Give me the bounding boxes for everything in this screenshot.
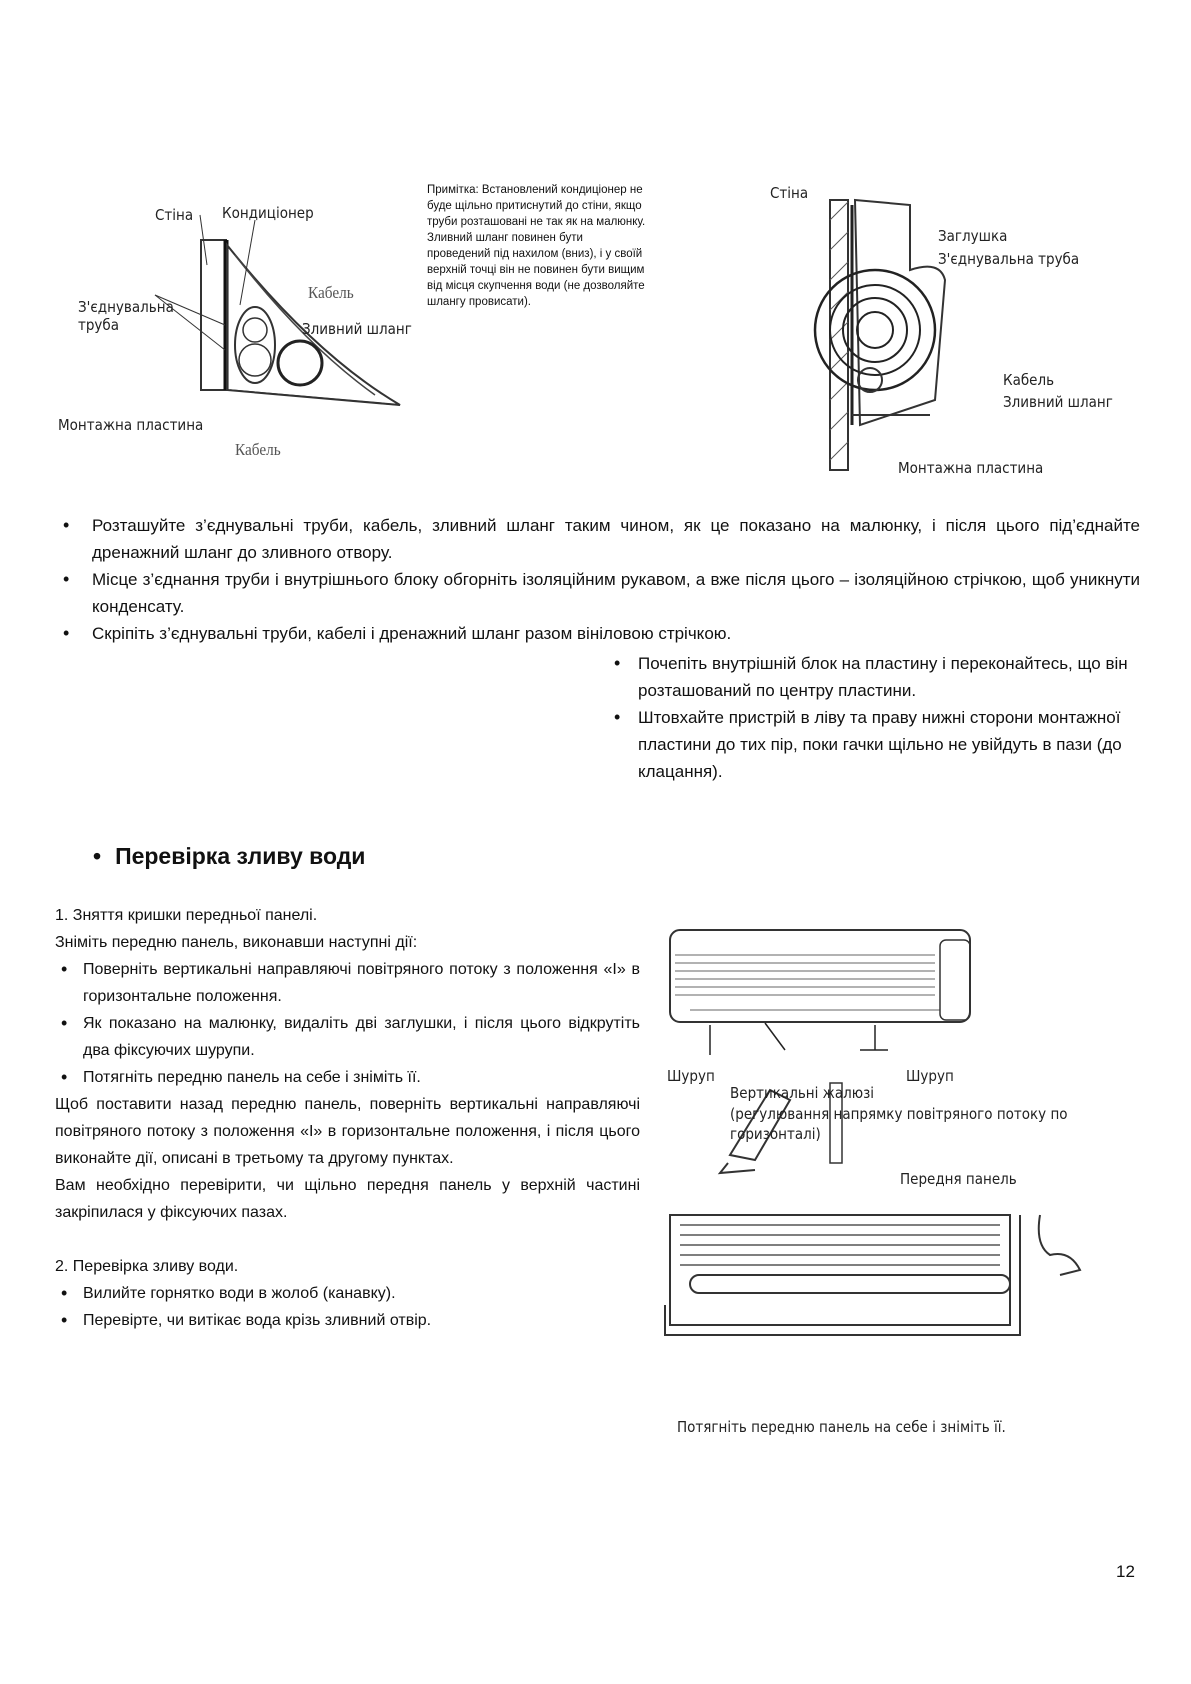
label-cable: Кабель	[1003, 371, 1055, 389]
page-number: 12	[1116, 1562, 1135, 1581]
label-vertical-louvers: Вертикальні жалюзі	[730, 1084, 875, 1102]
label-conditioner: Кондиціонер	[222, 204, 314, 222]
pipe-arrangement-bullets	[57, 512, 1140, 647]
label-front-panel: Передня панель	[900, 1170, 1017, 1188]
label-mounting-plate: Монтажна пластина	[898, 459, 1044, 477]
label-wall: Стіна	[770, 184, 809, 202]
step1-title: 1. Зняття кришки передньої панелі.	[55, 907, 318, 924]
bullet-item: • Почепіть внутрішній блок на пластину і переконайтесь, що він розташований по центру пластини.	[608, 650, 1128, 704]
label-drain-hose: Зливний шланг	[302, 320, 412, 338]
installation-note	[427, 182, 717, 310]
step1-reinstall-paragraph: Щоб поставити назад передню панель, поверніть вертикальні направляючі повітряного потоку з положення «І» в горизонтальне положення, і після цього виконайте дії, описані в третьому та другому пунктах.	[55, 1096, 640, 1167]
bullet-item: • Вилийте горнятко води в жолоб (канавку).	[55, 1280, 640, 1307]
note-line: труби розташовані не так як на малюнку.	[427, 216, 646, 228]
note-line: верхній точці він не повинен бути вищим	[427, 264, 645, 276]
mounting-bullets	[608, 650, 1128, 785]
label-screw-right: Шуруп	[906, 1067, 954, 1085]
bullet-item: • Скріпіть з’єднувальні труби, кабелі і дренажний шланг разом вініловою стрічкою.	[57, 620, 1140, 647]
note-line: шлангу провисати).	[427, 296, 531, 308]
bullet-icon: •	[93, 843, 102, 869]
label-connecting-pipe: З'єднувальна труба	[938, 250, 1080, 268]
bullet-item: • Перевірте, чи витікає вода крізь зливний отвір.	[55, 1307, 640, 1334]
label-cable-top: Кабель	[308, 283, 354, 302]
note-line: Примітка: Встановлений кондиціонер не	[427, 184, 643, 196]
heading-text: Перевірка зливу води	[115, 843, 366, 869]
bullet-item: • Поверніть вертикальні направляючі повітряного потоку з положення «І» в горизонтальне положення.	[55, 956, 640, 1010]
step1-intro: Зніміть передню панель, виконавши наступні дії:	[55, 934, 418, 951]
label-cable-bottom: Кабель	[235, 440, 281, 459]
step1-check-paragraph: Вам необхідно перевірити, чи щільно передня панель у верхній частині закріпилася у фіксуючих пазах.	[55, 1177, 640, 1221]
figure-caption: Потягніть передню панель на себе і зніміть її.	[677, 1418, 1006, 1436]
label-connecting-pipe: З'єднувальна труба	[78, 298, 174, 334]
bullet-item: • Як показано на малюнку, видаліть дві заглушки, і після цього відкрутіть два фіксуючих шурупи.	[55, 1010, 640, 1064]
note-line: від місця скупчення води (не дозволяйте	[427, 280, 645, 292]
label-screw-left: Шуруп	[667, 1067, 715, 1085]
label-mounting-plate: Монтажна пластина	[58, 416, 204, 434]
bullet-item: • Розташуйте з’єднувальні труби, кабель, зливний шланг таким чином, як це показано на малюнку, і після цього під’єднайте дренажний шланг до зливного отвору.	[57, 512, 1140, 566]
label-plug: Заглушка	[938, 227, 1008, 245]
front-panel-illustrations	[660, 925, 1140, 1395]
note-line: Зливний шланг повинен бути	[427, 232, 583, 244]
note-line: проведений під нахилом (вниз), і у своїй	[427, 248, 643, 260]
label-louvers-note: (регулювання напрямку повітряного потоку по горизонталі)	[730, 1105, 1068, 1143]
section-heading	[93, 843, 365, 870]
indoor-unit-wall-mount-illustration	[770, 190, 1070, 480]
label-wall: Стіна	[155, 206, 194, 224]
step2-title: 2. Перевірка зливу води.	[55, 1258, 239, 1275]
bullet-item: • Штовхайте пристрій в ліву та праву нижні сторони монтажної пластини до тих пір, поки гачки щільно не увійдуть в пази (до клацання).	[608, 704, 1128, 785]
note-line: буде щільно притиснутий до стіни, якщо	[427, 200, 642, 212]
bullet-item: • Потягніть передню панель на себе і зніміть її.	[55, 1064, 640, 1091]
drain-check-instructions	[55, 902, 640, 1334]
label-drain-hose: Зливний шланг	[1003, 393, 1113, 411]
bullet-item: • Місце з’єднання труби і внутрішнього блоку обгорніть ізоляційним рукавом, а вже після цього – ізоляційною стрічкою, щоб уникнути конденсату.	[57, 566, 1140, 620]
